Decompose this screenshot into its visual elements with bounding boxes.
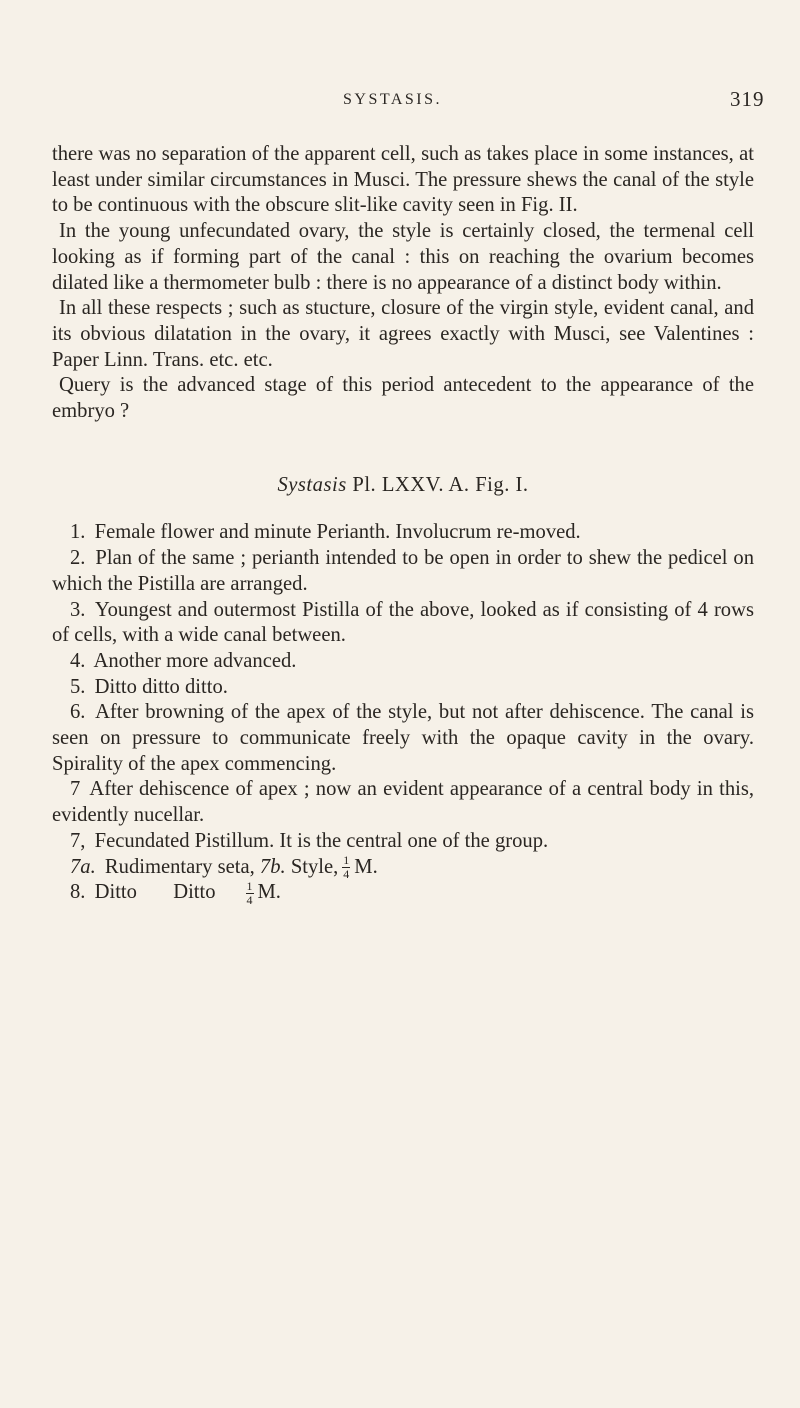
page-number: 319 (730, 87, 765, 111)
figure-description: After dehiscence of apex ; now an evident appearance of a central body in this, evidently nucellar. (52, 778, 754, 827)
running-head (0, 87, 800, 117)
plate-genus: Systasis (277, 473, 347, 496)
figure-description: Female flower and minute Perianth. Involucrum re-moved. (94, 521, 581, 544)
paragraph-young-ovary: In the young unfecundated ovary, the style is certainly closed, the termenal cell looking as if forming part of the canal : this on reaching the ovarium becomes dilated like a thermometer bulb : there is no appearance of a distinct body within. (52, 220, 754, 294)
figure-description: Ditto ditto ditto. (94, 675, 228, 698)
figure-description: Fecundated Pistillum. It is the central one of the group. (94, 829, 549, 852)
figure-number: 8. (70, 881, 86, 904)
magnification-fraction (342, 855, 350, 880)
figure-number: 1. (70, 521, 86, 544)
figure-description-b: Style, (290, 855, 339, 878)
paragraph-continuation: there was no separation of the apparent cell, such as takes place in some instances, at least under similar circumstances in Musci. The pressure shews the canal of the style to be continuous with the obscure slit-like cavity seen in Fig. II. (52, 143, 754, 217)
figure-item-8 (52, 880, 754, 906)
running-title: SYSTASIS. (343, 91, 443, 108)
figure-description: After browning of the apex of the style, but not after dehiscence. The canal is seen on pressure to communicate freely with the opaque cavity in the ovary. Spirality of the apex commencing. (52, 701, 754, 775)
figure-description: Youngest and outermost Pistilla of the above, looked as if consisting of 4 rows of cells, with a wide canal between. (52, 598, 754, 647)
figure-number: 5. (70, 675, 86, 698)
figure-description: Rudimentary seta, (104, 855, 255, 878)
figure-description: Plan of the same ; perianth intended to be open in order to shew the pedicel on which the Pistilla are arranged. (52, 547, 755, 595)
figure-item (52, 700, 754, 777)
figure-number: 4. (70, 649, 86, 672)
magnification-unit: M. (257, 881, 281, 904)
figure-item (52, 546, 754, 597)
figure-item (52, 598, 754, 649)
figure-item (52, 649, 754, 675)
fraction-denominator: 4 (343, 867, 350, 882)
figure-description: Another more advanced. (93, 649, 297, 672)
plate-reference: Pl. LXXV. A. Fig. I. (352, 473, 529, 496)
fraction-numerator: 1 (246, 879, 253, 894)
figure-item (52, 829, 754, 855)
figure-description-col2: Ditto (173, 881, 216, 904)
paragraph-query: Query is the advanced stage of this period antecedent to the appearance of the embryo ? (52, 374, 754, 423)
figure-number-b: 7b. (259, 855, 286, 878)
figure-item (52, 520, 754, 546)
heading-gap (52, 498, 754, 520)
fraction-numerator: 1 (343, 853, 350, 868)
figure-number: 7 (70, 778, 81, 801)
figure-item (52, 675, 754, 701)
figure-item (52, 777, 754, 828)
magnification-fraction (246, 881, 254, 906)
page-body (52, 142, 754, 906)
plate-heading (52, 473, 754, 499)
paragraph-respects: In all these respects ; such as stucture, closure of the virgin style, evident canal, and its obvious dilatation in the ovary, it agrees exactly with Musci, see Valentines : Paper Linn. Trans. etc. etc. (52, 297, 754, 371)
section-gap (52, 425, 754, 473)
figure-number: 3. (70, 598, 86, 621)
figure-number: 7, (70, 829, 86, 852)
figure-number: 2. (70, 547, 86, 570)
figure-item-7a-7b (52, 855, 754, 881)
figure-description-col1: Ditto (94, 881, 137, 904)
figure-number: 6. (70, 701, 86, 724)
fraction-denominator: 4 (246, 893, 253, 908)
figure-number: 7a. (70, 855, 96, 878)
magnification-unit: M. (354, 855, 378, 878)
